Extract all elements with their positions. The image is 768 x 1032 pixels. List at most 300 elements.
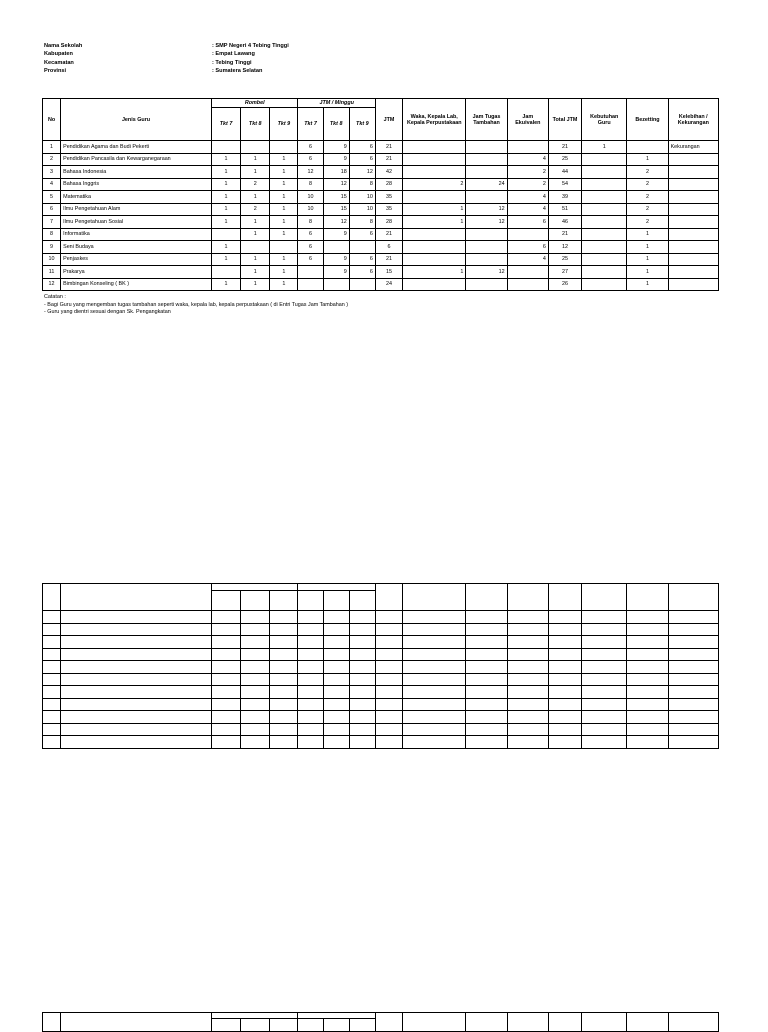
empty-cell <box>61 711 212 724</box>
cell-jam-tugas <box>466 141 507 154</box>
empty-cell <box>298 736 323 749</box>
cell-total-jtm: 39 <box>548 191 581 204</box>
cell-kebutuhan <box>582 153 627 166</box>
table-row <box>43 278 719 291</box>
cell-jtm-tkt9: 8 <box>349 216 375 229</box>
info-label: Provinsi <box>44 68 67 75</box>
cell-no: 10 <box>43 253 61 266</box>
cell-no: 6 <box>43 203 61 216</box>
empty-row <box>43 711 719 724</box>
cell-rombel-tkt8: 1 <box>241 253 270 266</box>
empty-cell <box>323 648 349 661</box>
empty-subheader-cell <box>349 1019 375 1032</box>
empty-cell <box>43 648 61 661</box>
empty-cell <box>548 736 581 749</box>
empty-cell <box>582 636 627 649</box>
cell-jam-ekuivalen: 2 <box>507 166 548 179</box>
cell-rombel-tkt8: 2 <box>241 178 270 191</box>
empty-cell <box>211 611 240 624</box>
cell-jtm-tkt7: 8 <box>298 178 323 191</box>
cell-jtm-tkt8: 12 <box>323 216 349 229</box>
cell-rombel-tkt8: 1 <box>241 153 270 166</box>
empty-cell <box>298 611 323 624</box>
empty-header-cell <box>507 584 548 611</box>
empty-cell <box>548 611 581 624</box>
empty-cell <box>627 623 668 636</box>
empty-cell <box>323 736 349 749</box>
cell-jtm: 28 <box>375 178 402 191</box>
cell-no: 3 <box>43 166 61 179</box>
info-value: : SMP Negeri 4 Tebing Tinggi <box>212 43 289 49</box>
cell-jtm: 24 <box>375 278 402 291</box>
cell-rombel-tkt9: 1 <box>270 266 298 279</box>
cell-jenis-guru: Prakarya <box>61 266 212 279</box>
empty-cell <box>507 636 548 649</box>
empty-cell <box>61 673 212 686</box>
empty-subheader-cell <box>211 591 240 611</box>
empty-cell <box>270 723 298 736</box>
cell-waka <box>403 278 466 291</box>
cell-jtm-tkt7: 6 <box>298 153 323 166</box>
cell-bezetting: 1 <box>627 228 668 241</box>
empty-cell <box>548 673 581 686</box>
empty-cell <box>548 698 581 711</box>
cell-rombel-tkt9: 1 <box>270 228 298 241</box>
empty-cell <box>43 698 61 711</box>
cell-bezetting: 2 <box>627 191 668 204</box>
header-waka: Waka, Kepala Lab, Kepala Perpustakaan <box>403 99 466 141</box>
empty-cell <box>43 686 61 699</box>
header-jtm-tkt9: Tkt 9 <box>349 108 375 141</box>
empty-cell <box>241 711 270 724</box>
notes-line: - Bagi Guru yang mengemban tugas tambahan seperti waka, kepala lab, kepala perpustakaan ( di Entri Tugas Jam Tambahan ) <box>44 301 349 308</box>
empty-cell <box>507 711 548 724</box>
empty-cell <box>548 723 581 736</box>
empty-header-cell <box>507 1013 548 1032</box>
empty-row <box>43 698 719 711</box>
empty-cell <box>298 673 323 686</box>
cell-kebutuhan <box>582 203 627 216</box>
header-jtm-tkt8: Tkt 8 <box>323 108 349 141</box>
cell-jenis-guru: Bahasa Inggris <box>61 178 212 191</box>
empty-cell <box>241 623 270 636</box>
empty-header-row <box>43 1013 719 1019</box>
empty-cell <box>507 673 548 686</box>
header-rombel-tkt9: Tkt 9 <box>270 108 298 141</box>
cell-bezetting: 2 <box>627 203 668 216</box>
empty-cell <box>548 636 581 649</box>
empty-cell <box>582 661 627 674</box>
notes <box>44 294 348 317</box>
empty-cell <box>43 736 61 749</box>
empty-cell <box>211 736 240 749</box>
empty-cell <box>61 648 212 661</box>
empty-cell <box>375 686 402 699</box>
empty-cell <box>627 661 668 674</box>
cell-kelebihan <box>668 216 718 229</box>
cell-rombel-tkt9: 1 <box>270 166 298 179</box>
empty-cell <box>548 711 581 724</box>
empty-cell <box>298 636 323 649</box>
empty-row <box>43 736 719 749</box>
empty-cell <box>466 736 507 749</box>
cell-jtm-tkt9: 6 <box>349 266 375 279</box>
empty-cell <box>43 611 61 624</box>
empty-row <box>43 673 719 686</box>
cell-jam-ekuivalen: 4 <box>507 191 548 204</box>
cell-kebutuhan <box>582 278 627 291</box>
cell-total-jtm: 54 <box>548 178 581 191</box>
cell-jam-ekuivalen: 4 <box>507 203 548 216</box>
cell-jtm: 35 <box>375 191 402 204</box>
empty-cell <box>241 661 270 674</box>
empty-cell <box>43 636 61 649</box>
table-row <box>43 178 719 191</box>
empty-table-body <box>43 584 719 749</box>
empty-cell <box>270 686 298 699</box>
table-row <box>43 191 719 204</box>
empty-template-table <box>42 583 719 749</box>
empty-cell <box>211 623 240 636</box>
cell-kelebihan <box>668 191 718 204</box>
table-row <box>43 141 719 154</box>
notes-title: Catatan : <box>44 294 66 300</box>
empty-cell <box>349 711 375 724</box>
empty-cell <box>668 723 718 736</box>
empty-cell <box>375 723 402 736</box>
empty-subheader-cell <box>349 591 375 611</box>
table-body <box>43 141 719 291</box>
empty-cell <box>375 711 402 724</box>
empty-header-cell <box>375 1013 402 1032</box>
empty-cell <box>548 648 581 661</box>
empty-cell <box>323 661 349 674</box>
cell-rombel-tkt9: 1 <box>270 203 298 216</box>
cell-total-jtm: 21 <box>548 228 581 241</box>
empty-table-body <box>43 1013 719 1032</box>
header-kebutuhan: Kebutuhan Guru <box>582 99 627 141</box>
empty-cell <box>466 661 507 674</box>
empty-cell <box>270 661 298 674</box>
header-rombel: Rombel <box>211 99 298 108</box>
cell-rombel-tkt8 <box>241 241 270 254</box>
empty-cell <box>61 636 212 649</box>
empty-cell <box>270 711 298 724</box>
empty-row <box>43 648 719 661</box>
empty-cell <box>668 648 718 661</box>
cell-jtm: 21 <box>375 253 402 266</box>
cell-no: 1 <box>43 141 61 154</box>
empty-cell <box>323 673 349 686</box>
cell-waka <box>403 228 466 241</box>
table-row <box>43 253 719 266</box>
info-label: Kabupaten <box>44 51 73 58</box>
empty-header-cell <box>548 584 581 611</box>
cell-rombel-tkt9: 1 <box>270 191 298 204</box>
empty-subheader-cell <box>270 591 298 611</box>
cell-waka <box>403 253 466 266</box>
cell-kebutuhan <box>582 178 627 191</box>
empty-cell <box>298 723 323 736</box>
empty-cell <box>375 623 402 636</box>
cell-jenis-guru: Bahasa Indonesia <box>61 166 212 179</box>
empty-cell <box>668 736 718 749</box>
header-rombel-tkt8: Tkt 8 <box>241 108 270 141</box>
empty-cell <box>349 673 375 686</box>
cell-jtm-tkt8 <box>323 278 349 291</box>
cell-jtm-tkt9: 8 <box>349 178 375 191</box>
empty-cell <box>323 636 349 649</box>
cell-jenis-guru: Pendidikan Agama dan Budi Pekerti <box>61 141 212 154</box>
cell-jam-tugas: 12 <box>466 266 507 279</box>
cell-kelebihan <box>668 253 718 266</box>
cell-kelebihan <box>668 153 718 166</box>
cell-no: 11 <box>43 266 61 279</box>
empty-cell <box>241 673 270 686</box>
cell-total-jtm: 26 <box>548 278 581 291</box>
cell-total-jtm: 46 <box>548 216 581 229</box>
school-info <box>44 42 444 76</box>
empty-subheader-cell <box>241 1019 270 1032</box>
cell-kebutuhan <box>582 228 627 241</box>
cell-jam-ekuivalen <box>507 266 548 279</box>
cell-rombel-tkt8: 1 <box>241 278 270 291</box>
cell-jam-tugas: 24 <box>466 178 507 191</box>
cell-kebutuhan <box>582 266 627 279</box>
cell-jtm-tkt8: 15 <box>323 203 349 216</box>
empty-cell <box>627 611 668 624</box>
cell-bezetting: 1 <box>627 266 668 279</box>
empty-cell <box>270 623 298 636</box>
info-label: Nama Sekolah <box>44 43 83 49</box>
cell-rombel-tkt7: 1 <box>211 153 240 166</box>
empty-cell <box>582 723 627 736</box>
cell-jenis-guru: Seni Budaya <box>61 241 212 254</box>
empty-cell <box>349 611 375 624</box>
empty-subheader-cell <box>298 591 323 611</box>
empty-cell <box>375 611 402 624</box>
cell-jtm-tkt7 <box>298 266 323 279</box>
empty-cell <box>627 711 668 724</box>
empty-cell <box>61 611 212 624</box>
cell-jtm: 35 <box>375 203 402 216</box>
empty-row <box>43 723 719 736</box>
header-jtm: JTM <box>375 99 402 141</box>
empty-header-cell <box>627 1013 668 1032</box>
cell-jam-ekuivalen: 4 <box>507 153 548 166</box>
empty-cell <box>466 723 507 736</box>
empty-cell <box>466 623 507 636</box>
cell-rombel-tkt8: 1 <box>241 266 270 279</box>
header-jtm-minggu: JTM / Minggu <box>298 99 375 108</box>
cell-kelebihan <box>668 278 718 291</box>
cell-waka: 1 <box>403 216 466 229</box>
cell-rombel-tkt7: 1 <box>211 253 240 266</box>
empty-cell <box>466 711 507 724</box>
empty-cell <box>466 636 507 649</box>
cell-jam-tugas <box>466 241 507 254</box>
table-row <box>43 153 719 166</box>
empty-header-cell <box>466 584 507 611</box>
empty-cell <box>668 623 718 636</box>
empty-cell <box>403 611 466 624</box>
notes-line: - Guru yang dientri sesuai dengan Sk. Pengangkatan <box>44 309 171 316</box>
empty-cell <box>211 698 240 711</box>
empty-cell <box>627 686 668 699</box>
cell-no: 7 <box>43 216 61 229</box>
empty-header-cell <box>61 1013 212 1032</box>
cell-kelebihan <box>668 266 718 279</box>
empty-cell <box>668 661 718 674</box>
empty-cell <box>349 686 375 699</box>
empty-header-cell <box>466 1013 507 1032</box>
cell-kelebihan <box>668 228 718 241</box>
empty-header-cell <box>668 1013 718 1032</box>
cell-jenis-guru: Informatika <box>61 228 212 241</box>
empty-row <box>43 636 719 649</box>
cell-jtm-tkt9: 12 <box>349 166 375 179</box>
cell-rombel-tkt7: 1 <box>211 278 240 291</box>
cell-jtm: 21 <box>375 141 402 154</box>
cell-total-jtm: 51 <box>548 203 581 216</box>
cell-jtm-tkt7: 10 <box>298 203 323 216</box>
empty-header-cell <box>375 584 402 611</box>
cell-jenis-guru: Ilmu Pengetahuan Sosial <box>61 216 212 229</box>
cell-jtm-tkt7: 6 <box>298 241 323 254</box>
cell-jenis-guru: Matematika <box>61 191 212 204</box>
empty-cell <box>668 636 718 649</box>
cell-jam-tugas: 12 <box>466 203 507 216</box>
empty-cell <box>627 648 668 661</box>
info-row-regency <box>44 50 444 58</box>
cell-rombel-tkt7 <box>211 141 240 154</box>
empty-cell <box>298 686 323 699</box>
cell-jam-tugas <box>466 166 507 179</box>
empty-cell <box>375 661 402 674</box>
table-row <box>43 203 719 216</box>
cell-kebutuhan <box>582 216 627 229</box>
cell-waka <box>403 141 466 154</box>
cell-jam-tugas <box>466 278 507 291</box>
table-row <box>43 216 719 229</box>
empty-cell <box>582 711 627 724</box>
cell-bezetting: 1 <box>627 153 668 166</box>
cell-rombel-tkt8 <box>241 141 270 154</box>
cell-waka: 2 <box>403 178 466 191</box>
cell-jtm: 15 <box>375 266 402 279</box>
cell-jtm-tkt9: 6 <box>349 141 375 154</box>
cell-bezetting: 2 <box>627 178 668 191</box>
empty-cell <box>403 673 466 686</box>
cell-jenis-guru: Penjaskes <box>61 253 212 266</box>
cell-jtm-tkt8: 12 <box>323 178 349 191</box>
cell-kebutuhan <box>582 166 627 179</box>
cell-jtm-tkt9: 10 <box>349 191 375 204</box>
cell-jtm-tkt8: 9 <box>323 141 349 154</box>
cell-waka: 1 <box>403 203 466 216</box>
empty-subheader-cell <box>241 591 270 611</box>
empty-cell <box>241 736 270 749</box>
empty-cell <box>323 686 349 699</box>
cell-rombel-tkt7: 1 <box>211 216 240 229</box>
empty-cell <box>375 673 402 686</box>
cell-rombel-tkt9: 1 <box>270 253 298 266</box>
empty-cell <box>668 686 718 699</box>
cell-rombel-tkt7: 1 <box>211 203 240 216</box>
empty-cell <box>323 723 349 736</box>
empty-cell <box>403 711 466 724</box>
empty-cell <box>507 686 548 699</box>
cell-rombel-tkt8: 2 <box>241 203 270 216</box>
cell-jtm-tkt8: 15 <box>323 191 349 204</box>
empty-cell <box>270 648 298 661</box>
empty-cell <box>375 736 402 749</box>
empty-cell <box>668 711 718 724</box>
empty-subheader-cell <box>270 1019 298 1032</box>
header-jam-tugas: Jam Tugas Tambahan <box>466 99 507 141</box>
cell-jtm: 28 <box>375 216 402 229</box>
empty-cell <box>582 673 627 686</box>
empty-cell <box>582 736 627 749</box>
empty-cell <box>627 636 668 649</box>
table-row <box>43 241 719 254</box>
empty-cell <box>211 711 240 724</box>
empty-cell <box>323 698 349 711</box>
empty-cell <box>241 611 270 624</box>
empty-cell <box>403 698 466 711</box>
empty-cell <box>298 711 323 724</box>
empty-cell <box>403 636 466 649</box>
cell-rombel-tkt9: 1 <box>270 178 298 191</box>
empty-cell <box>270 673 298 686</box>
cell-jtm-tkt9 <box>349 278 375 291</box>
info-value: : Empat Lawang <box>212 51 255 58</box>
header-rombel-tkt7: Tkt 7 <box>211 108 240 141</box>
cell-rombel-tkt7: 1 <box>211 191 240 204</box>
empty-cell <box>466 673 507 686</box>
cell-total-jtm: 21 <box>548 141 581 154</box>
cell-bezetting: 1 <box>627 253 668 266</box>
cell-rombel-tkt7 <box>211 228 240 241</box>
cell-rombel-tkt7: 1 <box>211 178 240 191</box>
cell-kebutuhan: 1 <box>582 141 627 154</box>
header-jtm-tkt7: Tkt 7 <box>298 108 323 141</box>
table-row <box>43 266 719 279</box>
empty-cell <box>43 673 61 686</box>
empty-header-row <box>43 584 719 591</box>
empty-cell <box>627 673 668 686</box>
cell-bezetting: 1 <box>627 278 668 291</box>
cell-rombel-tkt7: 1 <box>211 241 240 254</box>
empty-cell <box>548 623 581 636</box>
cell-jtm-tkt9: 6 <box>349 253 375 266</box>
cell-rombel-tkt7: 1 <box>211 166 240 179</box>
empty-header-cell <box>548 1013 581 1032</box>
info-row-province <box>44 67 444 75</box>
empty-header-cell <box>403 584 466 611</box>
cell-jam-ekuivalen: 6 <box>507 241 548 254</box>
header-jenis-guru: Jenis Guru <box>61 99 212 141</box>
empty-header-cell <box>43 1013 61 1032</box>
cell-jtm-tkt7: 10 <box>298 191 323 204</box>
empty-cell <box>466 611 507 624</box>
empty-header-cell <box>668 584 718 611</box>
cell-rombel-tkt8: 1 <box>241 228 270 241</box>
empty-header-cell <box>627 584 668 611</box>
empty-cell <box>466 648 507 661</box>
cell-rombel-tkt8: 1 <box>241 191 270 204</box>
empty-cell <box>270 636 298 649</box>
